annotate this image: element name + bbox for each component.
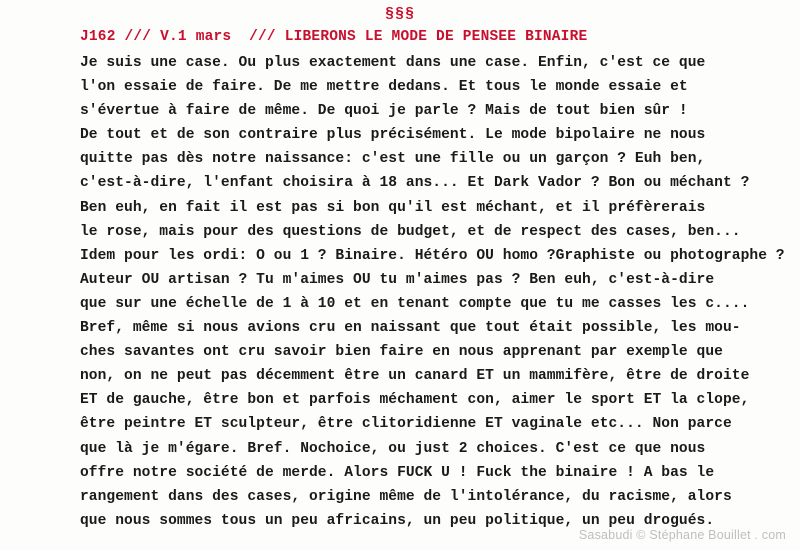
text-line: offre notre société de merde. Alors FUCK U ! Fuck the binaire ! A bas le bbox=[80, 464, 715, 481]
page-header: J162 /// V.1 mars /// LIBERONS LE MODE DE PENSEE BINAIRE bbox=[80, 29, 588, 45]
text-line: Auteur OU artisan ? Tu m'aimes OU tu m'aimes pas ? Ben euh, c'est-à-dire bbox=[80, 271, 715, 288]
text-line: s'évertue à faire de même. De quoi je parle ? Mais de tout bien sûr ! bbox=[80, 103, 688, 120]
text-line: c'est-à-dire, l'enfant choisira à 18 ans... Et Dark Vador ? Bon ou méchant ? bbox=[80, 175, 750, 192]
text-line: que là je m'égare. Bref. Nochoice, ou just 2 choices. C'est ce que nous bbox=[80, 440, 706, 457]
body-text bbox=[80, 51, 795, 533]
text-line: rangement dans des cases, origine même de l'intolérance, du racisme, alors bbox=[80, 488, 732, 505]
text-line: Je suis une case. Ou plus exactement dans une case. Enfin, c'est ce que bbox=[80, 55, 706, 71]
text-line: quitte pas dès notre naissance: c'est une fille ou un garçon ? Euh ben, bbox=[80, 151, 706, 168]
section-mark: §§§ bbox=[384, 6, 415, 23]
text-line: Idem pour les ordi: O ou 1 ? Binaire. Hétéro OU homo ?Graphiste ou photographe ? bbox=[80, 247, 785, 264]
copyright-watermark: Sasabudi © Stéphane Bouillet . com bbox=[578, 528, 786, 542]
text-line: De tout et de son contraire plus précisément. Le mode bipolaire ne nous bbox=[80, 127, 706, 144]
text-line: non, on ne peut pas décemment être un canard ET un mammifère, être de droite bbox=[80, 368, 750, 385]
text-line: ET de gauche, être bon et parfois méchament con, aimer le sport ET la clope, bbox=[80, 392, 750, 409]
text-line: l'on essaie de faire. De me mettre dedans. Et tous le monde essaie et bbox=[80, 79, 688, 96]
text-line: le rose, mais pour des questions de budget, et de respect des cases, ben... bbox=[80, 223, 741, 240]
text-line: ches savantes ont cru savoir bien faire en nous apprenant par exemple que bbox=[80, 344, 723, 361]
text-line: Bref, même si nous avions cru en naissant que tout était possible, les mou- bbox=[80, 320, 741, 337]
text-line: que nous sommes tous un peu africains, un peu politique, un peu drogués. bbox=[80, 512, 715, 529]
text-line: Ben euh, en fait il est pas si bon qu'il est méchant, et il préfèrerais bbox=[80, 199, 706, 216]
text-line: que sur une échelle de 1 à 10 et en tenant compte que tu me casses les c.... bbox=[80, 295, 750, 312]
text-line: être peintre ET sculpteur, être clitoridienne ET vaginale etc... Non parce bbox=[80, 416, 732, 433]
